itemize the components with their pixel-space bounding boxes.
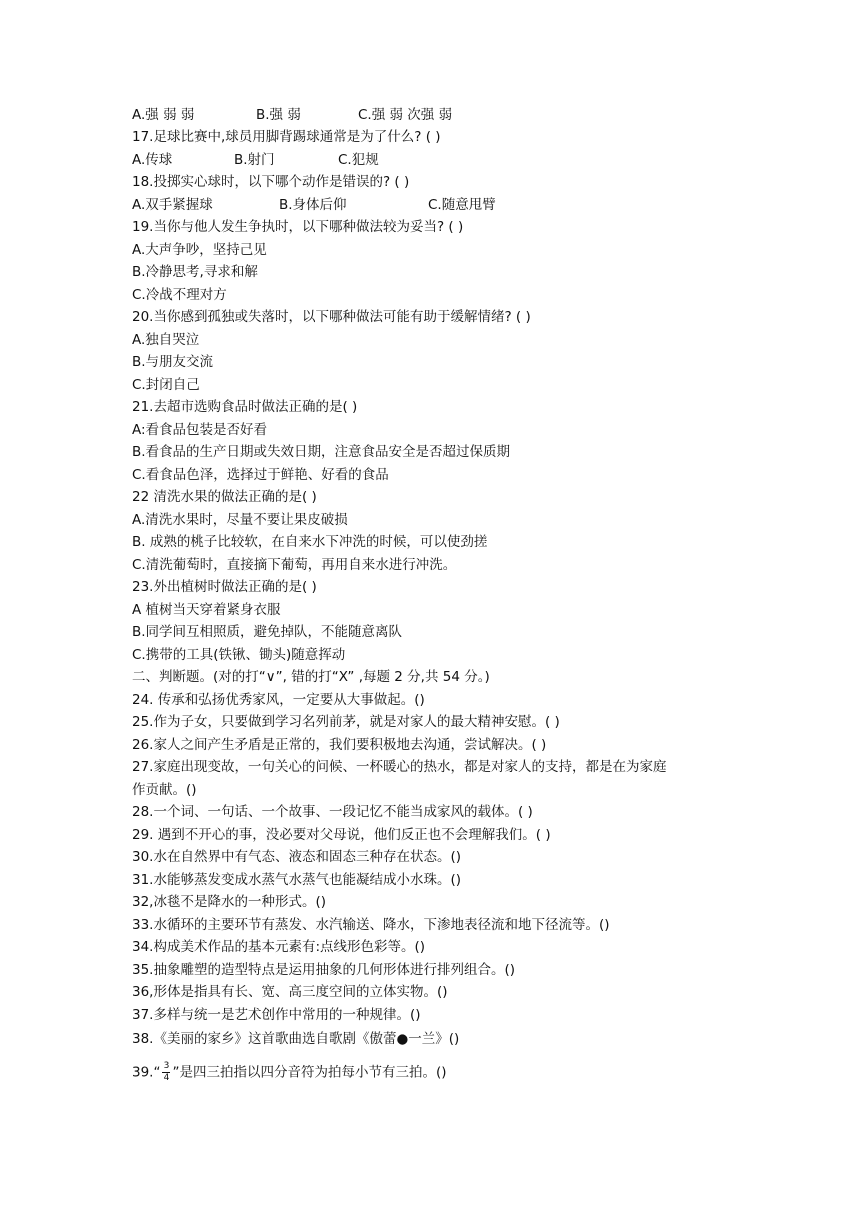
q20-option-a: A.独自哭泣 [132, 332, 200, 348]
question-22: 22 清洗水果的做法正确的是( ) [132, 489, 317, 505]
question-28: 28.一个词、一句话、一个故事、一段记忆不能当成家风的载体。( ) [132, 804, 533, 820]
question-37: 37.多样与统一是艺术创作中常用的一种规律。() [132, 1007, 421, 1023]
question-27: 27.家庭出现变故，一句关心的问候、一杯暖心的热水，都是对家人的支持，都是在为家庭 [132, 759, 667, 775]
option-c: C.犯规 [338, 152, 379, 168]
option-c: C.强 弱 次强 弱 [358, 107, 453, 123]
question-25: 25.作为子女，只要做到学习名列前茅，就是对家人的最大精神安慰。( ) [132, 714, 560, 730]
q22-option-c: C.清洗葡萄时，直接摘下葡萄，再用自来水进行冲洗。 [132, 557, 457, 573]
q20-option-c: C.封闭自己 [132, 377, 200, 393]
q39-text: ”是四三拍指以四分音符为拍每小节有三拍。() [172, 1064, 447, 1081]
question-20: 20.当你感到孤独或失落时，以下哪种做法可能有助于缓解情绪? ( ) [132, 309, 531, 325]
q19-option-b: B.冷静思考,寻求和解 [132, 264, 258, 280]
q22-option-b: B. 成熟的桃子比较软，在自来水下冲洗的时候，可以使劲搓 [132, 534, 488, 550]
option-a: A.强 弱 弱 [132, 107, 195, 123]
question-27-continued: 作贡献。() [132, 782, 197, 798]
question-26: 26.家人之间产生矛盾是正常的，我们要积极地去沟通，尝试解决。( ) [132, 737, 547, 753]
time-signature-fraction [162, 1062, 170, 1083]
question-34: 34.构成美术作品的基本元素有:点线形色彩等。() [132, 939, 426, 955]
question-33: 33.水循环的主要环节有蒸发、水汽输送、降水，下渗地表径流和地下径流等。() [132, 917, 610, 933]
question-23: 23.外出植树时做法正确的是( ) [132, 579, 317, 595]
q16-options [132, 106, 452, 124]
fraction-denominator: 4 [163, 1073, 170, 1083]
option-c: C.随意甩臂 [428, 197, 496, 213]
option-b: B.射门 [234, 152, 275, 168]
q20-option-b: B.与朋友交流 [132, 354, 214, 370]
q18-options [132, 196, 496, 214]
option-b: B.身体后仰 [279, 197, 347, 213]
question-18: 18.投掷实心球时，以下哪个动作是错误的? ( ) [132, 174, 410, 190]
question-39 [132, 1062, 447, 1083]
option-a: A.传球 [132, 152, 173, 168]
question-17: 17.足球比赛中,球员用脚背踢球通常是为了什么? ( ) [132, 129, 441, 145]
q21-option-c: C.看食品色泽，选择过于鲜艳、好看的食品 [132, 467, 389, 483]
question-35: 35.抽象雕塑的造型特点是运用抽象的几何形体进行排列组合。() [132, 962, 516, 978]
question-36: 36,形体是指具有长、宽、高三度空间的立体实物。() [132, 984, 448, 1000]
question-38: 38.《美丽的家乡》这首歌曲选自歌剧《傲蕾●一兰》() [132, 1031, 460, 1047]
option-b: B.强 弱 [256, 107, 301, 123]
q19-option-c: C.冷战不理对方 [132, 287, 227, 303]
question-19: 19.当你与他人发生争执时，以下哪种做法较为妥当? ( ) [132, 219, 464, 235]
question-31: 31.水能够蒸发变成水蒸气水蒸气也能凝结成小水珠。() [132, 872, 462, 888]
section-heading-judgement: 二、判断题。(对的打“∨”, 错的打“X” ,每题 2 分,共 54 分。) [132, 669, 490, 685]
question-32: 32,冰毯不是降水的一种形式。() [132, 894, 327, 910]
fraction-numerator: 3 [163, 1061, 170, 1071]
q22-option-a: A.清洗水果时，尽量不要让果皮破损 [132, 512, 348, 528]
q39-prefix: 39.“ [132, 1064, 161, 1081]
q19-option-a: A.大声争吵，坚持己见 [132, 242, 267, 258]
q23-option-a: A 植树当天穿着紧身衣服 [132, 602, 281, 618]
question-29: 29. 遇到不开心的事，没必要对父母说，他们反正也不会理解我们。( ) [132, 827, 551, 843]
q23-option-b: B.同学间互相照质，避免掉队，不能随意离队 [132, 624, 403, 640]
q17-options [132, 151, 379, 169]
q21-option-b: B.看食品的生产日期或失效日期，注意食品安全是否超过保质期 [132, 444, 511, 460]
question-30: 30.水在自然界中有气态、液态和固态三种存在状态。() [132, 849, 462, 865]
option-a: A.双手紧握球 [132, 197, 213, 213]
question-24: 24. 传承和弘扬优秀家风，一定要从大事做起。() [132, 692, 425, 708]
q23-option-c: C.携带的工具(铁锹、锄头)随意挥动 [132, 647, 346, 663]
question-21: 21.去超市选购食品时做法正确的是( ) [132, 399, 358, 415]
q21-option-a: A:看食品包装是否好看 [132, 422, 268, 438]
